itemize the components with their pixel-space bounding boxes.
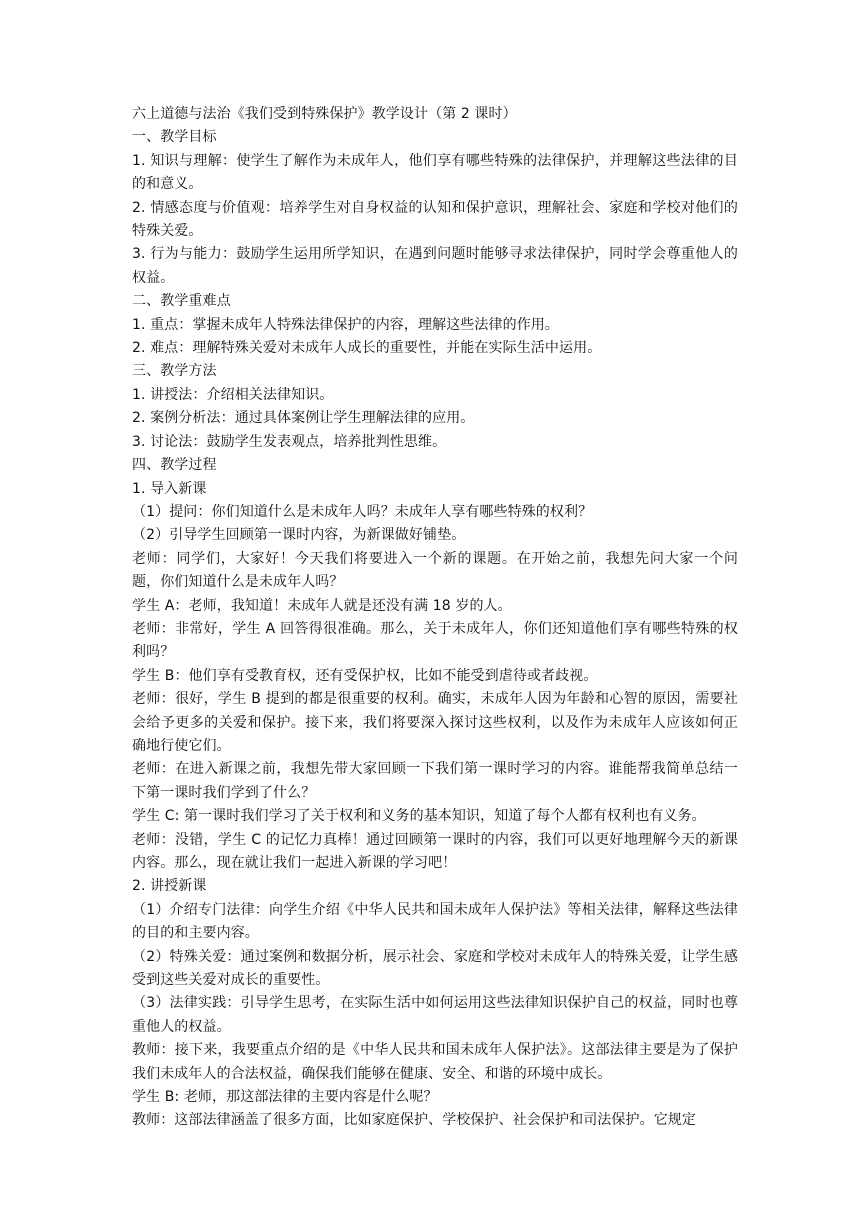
paragraph: 2. 案例分析法：通过具体案例让学生理解法律的应用。 [132,410,475,427]
paragraph: 2. 情感态度与价值观：培养学生对自身权益的认知和保护意识，理解社会、家庭和学校对他们的特殊关爱。 [132,199,738,240]
dialogue-line: 学生 A：老师，我知道！未成年人就是还没有满 18 岁的人。 [132,597,512,614]
section-heading: 三、教学方法 [132,363,217,380]
paragraph: 3. 讨论法：鼓励学生发表观点，培养批判性思维。 [132,433,447,450]
paragraph: 1. 重点：掌握未成年人特殊法律保护的内容，理解这些法律的作用。 [132,316,560,333]
paragraph: 3. 行为与能力：鼓励学生运用所学知识，在遇到问题时能够寻求法律保护，同时学会尊重他人的权益。 [132,246,738,286]
dialogue-line: 学生 C: 第一课时我们学习了关于权利和义务的基本知识，知道了每个人都有权利也有义务。 [132,808,706,825]
dialogue-line: 老师：很好，学生 B 提到的都是很重要的权利。确实，未成年人因为年龄和心智的原因，需要社会给予更多的关爱和保护。接下来，我们将要深入探讨这些权利，以及作为未成年人应该如何正确地行使它们。 [132,691,738,754]
paragraph: （1）介绍专门法律：向学生介绍《中华人民共和国未成年人保护法》等相关法律，解释这些法律的目的和主要内容。 [132,901,738,942]
document-title: 六上道德与法治《我们受到特殊保护》教学设计（第 2 课时） [132,106,517,122]
paragraph: （3）法律实践：引导学生思考，在实际生活中如何运用这些法律知识保护自己的权益，同时也尊重他人的权益。 [132,995,738,1035]
dialogue-line: 老师：在进入新课之前，我想先带大家回顾一下我们第一课时学习的内容。谁能帮我简单总结一下第一课时我们学到了什么？ [132,761,738,801]
section-heading: 一、教学目标 [132,129,217,146]
paragraph: （1）提问：你们知道什么是未成年人吗？未成年人享有哪些特殊的权利？ [132,503,593,520]
paragraph: （2）特殊关爱：通过案例和数据分析，展示社会、家庭和学校对未成年人的特殊关爱，让学生感受到这些关爱对成长的重要性。 [132,948,738,989]
subsection-heading: 1. 导入新课 [132,480,207,497]
subsection-heading: 2. 讲授新课 [132,878,207,895]
dialogue-line: 老师：非常好，学生 A 回答得很准确。那么，关于未成年人，你们还知道他们享有哪些特殊的权利吗？ [132,620,738,661]
paragraph: （2）引导学生回顾第一课时内容，为新课做好铺垫。 [132,527,466,544]
dialogue-line: 学生 B：他们享有受教育权，还有受保护权，比如不能受到虐待或者歧视。 [132,667,598,684]
paragraph: 1. 讲授法：介绍相关法律知识。 [132,386,334,403]
document-body [132,103,738,1133]
paragraph: 2. 难点：理解特殊关爱对未成年人成长的重要性，并能在实际生活中运用。 [132,340,602,357]
dialogue-line: 教师：这部法律涵盖了很多方面，比如家庭保护、学校保护、社会保护和司法保护。它规定 [132,1112,696,1129]
paragraph: 1. 知识与理解：使学生了解作为未成年人，他们享有哪些特殊的法律保护，并理解这些法律的目的和意义。 [132,152,738,193]
dialogue-line: 老师：同学们，大家好！今天我们将要进入一个新的课题。在开始之前，我想先问大家一个问题，你们知道什么是未成年人吗？ [132,550,738,591]
section-heading: 四、教学过程 [132,457,217,474]
dialogue-line: 老师：没错，学生 C 的记忆力真棒！通过回顾第一课时的内容，我们可以更好地理解今天的新课内容。那么，现在就让我们一起进入新课的学习吧！ [132,831,738,871]
dialogue-line: 教师：接下来，我要重点介绍的是《中华人民共和国未成年人保护法》。这部法律主要是为了保护我们未成年人的合法权益，确保我们能够在健康、安全、和谐的环境中成长。 [132,1042,738,1082]
dialogue-line: 学生 B: 老师，那这部法律的主要内容是什么呢？ [132,1089,438,1106]
section-heading: 二、教学重难点 [132,293,231,310]
